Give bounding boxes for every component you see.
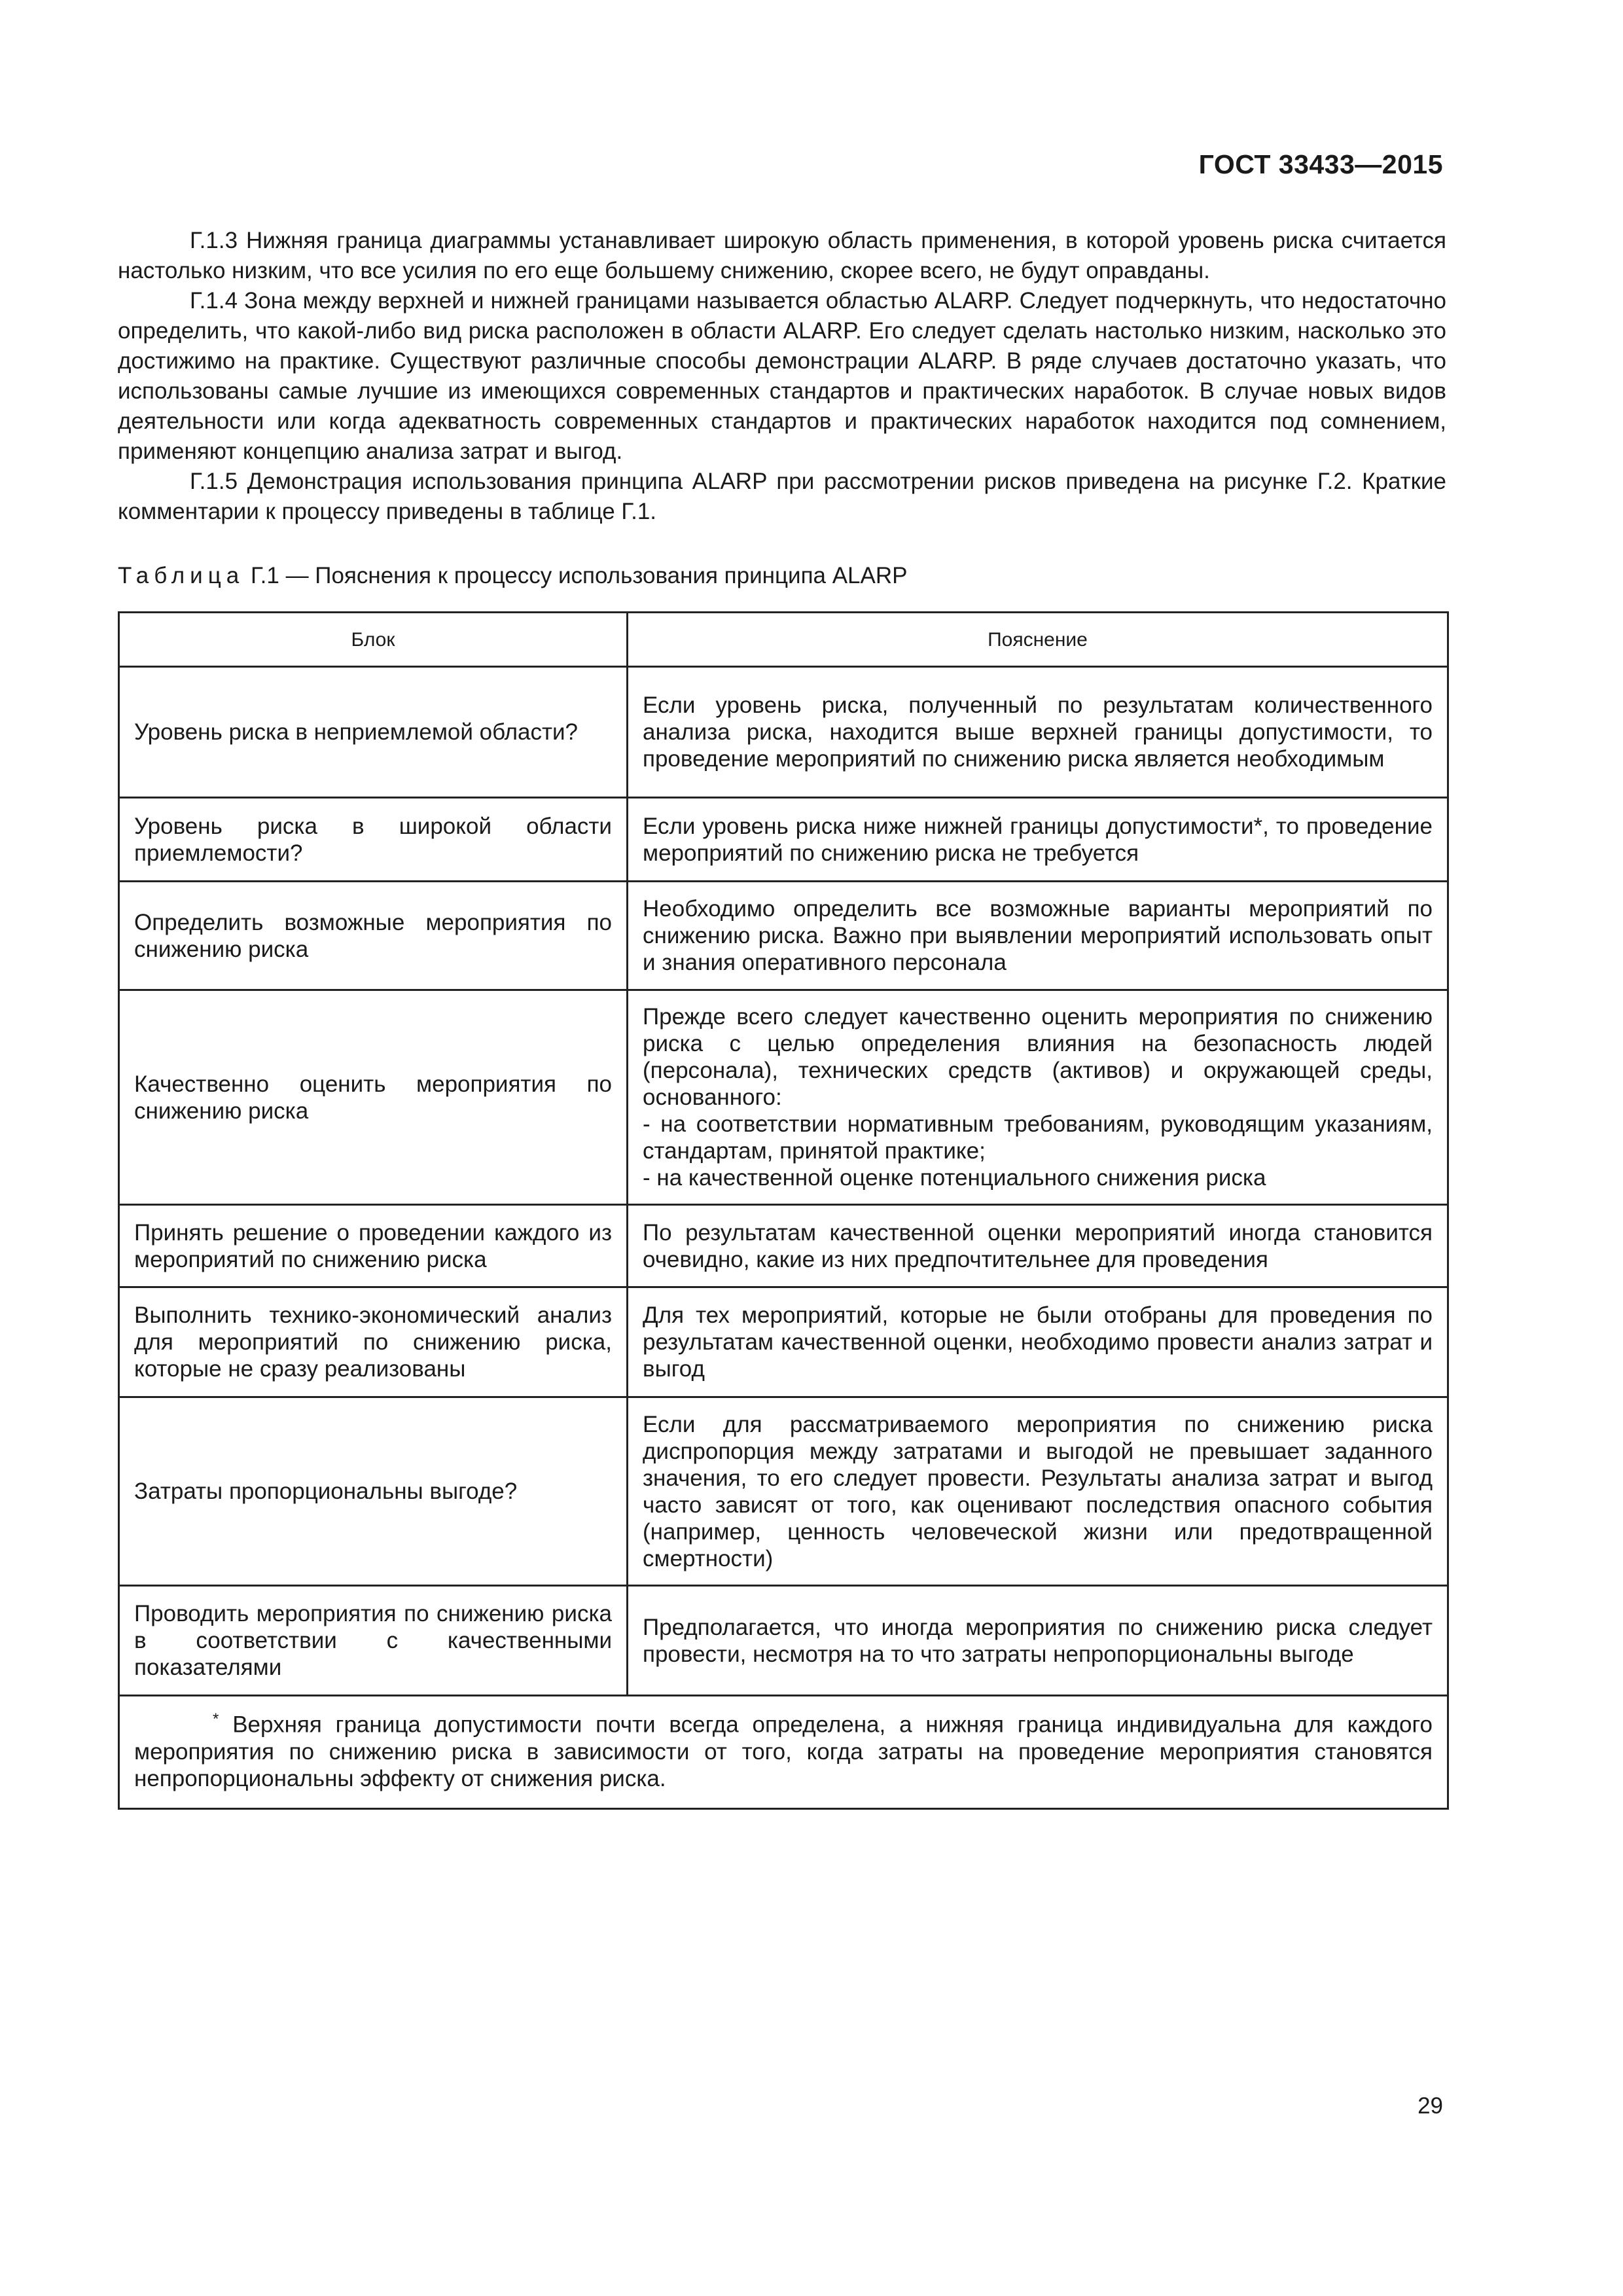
table-cell-explanation xyxy=(628,990,1448,1205)
table-row xyxy=(119,882,1448,990)
paragraph-g15: Г.1.5 Демонстрация использования принципа ALARP при рассмотрении рисков приведена на рисунке Г.2. Краткие комментарии к процессу приведены в таблице Г.1. xyxy=(118,469,1446,524)
paragraph-g14: Г.1.4 Зона между верхней и нижней границами называется областью ALARP. Следует подчеркнуть, что недостаточно определить, что какой-либо вид риска расположен в области ALARP. Его следует сделать настолько низким, насколько это достижимо на практике. Существуют различные способы демонстрации ALARP. В ряде случаев достаточно указать, что использованы самые лучшие из имеющихся современных стандартов и практических наработок. В случае новых видов деятельности или когда адекватность современных стандартов и практических наработок находится под сомнением, применяют концепцию анализа затрат и выгод. xyxy=(118,288,1446,464)
list-item: - на соответствии нормативным требованиям, руководящим указаниям, стандартам, принятой практике; xyxy=(643,1111,1433,1164)
table-cell-explanation: Если уровень риска ниже нижней границы допустимости*, то проведение мероприятий по снижению риска не требуется xyxy=(628,798,1448,882)
table-row xyxy=(119,667,1448,798)
list-item: - на качественной оценке потенциального снижения риска xyxy=(643,1165,1266,1191)
body-text xyxy=(118,226,1446,527)
table-cell-block: Уровень риска в неприемлемой области? xyxy=(119,667,628,798)
footnote-text xyxy=(134,1706,1433,1792)
table-row xyxy=(119,1586,1448,1696)
table-header-row xyxy=(119,613,1448,667)
table-row xyxy=(119,990,1448,1205)
table-cell-explanation: Если для рассматриваемого мероприятия по снижению риска диспропорция между затратами и выгодой не превышает заданного значения, то его следует провести. Результаты анализа затрат и выгод часто зависят от того, как оценивают последствия опасного события (например, ценность человеческой жизни или предотвращенной смертности) xyxy=(628,1397,1448,1586)
table-cell-block: Выполнить технико-экономический анализ для мероприятий по снижению риска, которые не сразу реализованы xyxy=(119,1287,628,1397)
standard-designation: ГОСТ 33433—2015 xyxy=(1198,149,1443,179)
table-caption xyxy=(118,561,907,591)
table-cell-block: Проводить мероприятия по снижению риска в соответствии с качественными показателями xyxy=(119,1586,628,1696)
table-caption-text: Г.1 — Пояснения к процессу использования принципа ALARP xyxy=(250,563,908,588)
table-cell-explanation: Необходимо определить все возможные варианты мероприятий по снижению риска. Важно при выявлении мероприятий использовать опыт и знания оперативного персонала xyxy=(628,882,1448,990)
header-block: Блок xyxy=(119,613,628,667)
table-cell-explanation: Если уровень риска, полученный по результатам количественного анализа риска, находится выше верхней границы допустимости, то проведение мероприятий по снижению риска является необходимым xyxy=(628,667,1448,798)
paragraph-g13: Г.1.3 Нижняя граница диаграммы устанавливает широкую область применения, в которой уровень риска считается настолько низким, что все усилия по его еще большему снижению, скорее всего, не будут оправданы. xyxy=(118,228,1446,283)
table-cell-block: Уровень риска в широкой области приемлемости? xyxy=(119,798,628,882)
header-explanation: Пояснение xyxy=(628,613,1448,667)
table-row xyxy=(119,798,1448,882)
table-row xyxy=(119,1397,1448,1586)
footnote-body: Верхняя граница допустимости почти всегда определена, а нижняя граница индивидуальна для каждого мероприятия по снижению риска в зависимости от того, когда затраты на проведение мероприятия становятся непропорциональны эффекту от снижения риска. xyxy=(134,1712,1433,1791)
table-footnote xyxy=(119,1696,1448,1809)
explanation-text: Прежде всего следует качественно оценить мероприятия по снижению риска с целью определения влияния на безопасность людей (персонала), технических средств (активов) и окружающей среды, основанного: xyxy=(643,1004,1433,1110)
table-footnote-row xyxy=(119,1696,1448,1809)
table-cell-block: Качественно оценить мероприятия по снижению риска xyxy=(119,990,628,1205)
table-caption-label: Таблица xyxy=(118,563,245,588)
table-row xyxy=(119,1205,1448,1287)
table-cell-block: Определить возможные мероприятия по снижению риска xyxy=(119,882,628,990)
table-cell-block: Затраты пропорциональны выгоде? xyxy=(119,1397,628,1586)
table-cell-explanation: Для тех мероприятий, которые не были отобраны для проведения по результатам качественной оценки, необходимо провести анализ затрат и выгод xyxy=(628,1287,1448,1397)
table-row xyxy=(119,1287,1448,1397)
footnote-marker: * xyxy=(213,1710,219,1728)
table-cell-block: Принять решение о проведении каждого из мероприятий по снижению риска xyxy=(119,1205,628,1287)
table-cell-explanation: Предполагается, что иногда мероприятия по снижению риска следует провести, несмотря на то что затраты непропорциональны выгоде xyxy=(628,1586,1448,1696)
alarp-table xyxy=(118,611,1449,1810)
page-number: 29 xyxy=(1418,2093,1443,2119)
table-cell-explanation: По результатам качественной оценки мероприятий иногда становится очевидно, какие из них предпочтительнее для проведения xyxy=(628,1205,1448,1287)
